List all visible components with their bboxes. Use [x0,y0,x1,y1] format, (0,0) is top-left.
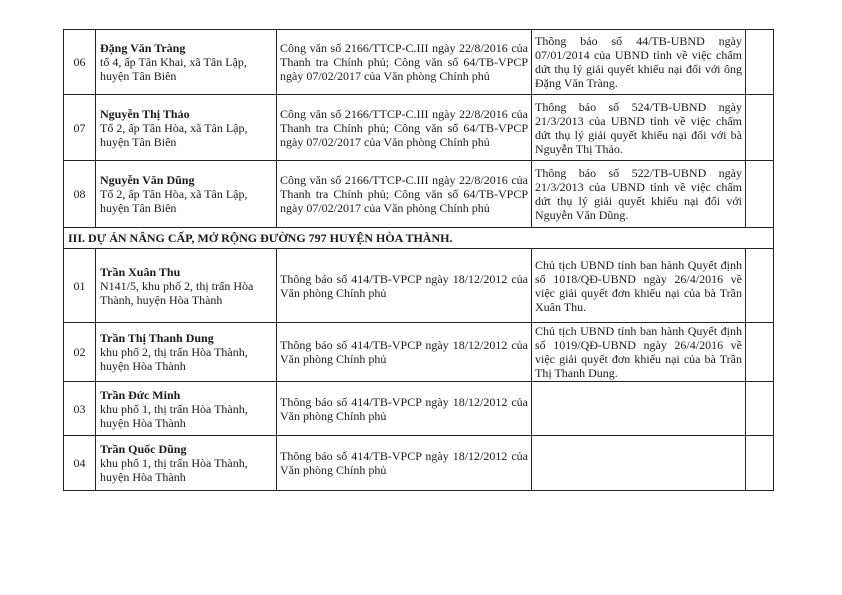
person-name: Trần Đức Minh [100,387,181,402]
person-address: Tổ 2, ấp Tân Hòa, xã Tân Lập, huyện Tân Biên [100,120,248,149]
section-heading-row [64,228,774,249]
table-row [64,249,774,323]
person-name: Trần Quốc Dũng [100,442,187,456]
reference-document: Công văn số 2166/TTCP-C.III ngày 22/8/2016 của Thanh tra Chính phủ; Công văn số 64/TB-VPCP ngày 07/02/2017 của Văn phòng Chính phủ [277,30,532,95]
table-row [64,382,774,436]
resolution-notice: Chủ tịch UBND tỉnh ban hành Quyết định số 1018/QĐ-UBND ngày 26/4/2016 về việc giải quyết đơn khiếu nại của bà Trần Xuân Thu. [532,249,746,323]
person-cell [96,323,277,382]
person-name: Đặng Văn Tràng [100,41,186,55]
resolution-notice: Thông báo số 524/TB-UBND ngày 21/3/2013 của UBND tỉnh về việc chấm dứt thụ lý giải quyết khiếu nại đối với bà Nguyễn Thị Thảo. [532,95,746,161]
section-heading: III. DỰ ÁN NÂNG CẤP, MỞ RỘNG ĐƯỜNG 797 HUYỆN HÒA THÀNH. [64,228,774,249]
resolution-notice: Thông báo số 44/TB-UBND ngày 07/01/2014 của UBND tỉnh về việc chấm dứt thụ lý giải quyết khiếu nại đối với ông Đặng Văn Tràng. [532,30,746,95]
note-cell [746,95,774,161]
row-number: 06 [64,30,96,95]
person-address: N141/5, khu phố 2, thị trấn Hòa Thành, huyện Hòa Thành [100,278,254,307]
note-cell [746,249,774,323]
note-cell [746,30,774,95]
table-row [64,323,774,382]
row-number: 03 [64,382,96,436]
reference-document: Thông báo số 414/TB-VPCP ngày 18/12/2012 của Văn phòng Chính phủ [277,323,532,382]
complaints-table [63,29,774,491]
row-number: 01 [64,249,96,323]
person-cell [96,161,277,228]
person-address: tổ 4, ấp Tân Khai, xã Tân Lập, huyện Tân Biên [100,55,247,83]
reference-document: Công văn số 2166/TTCP-C.III ngày 22/8/2016 của Thanh tra Chính phủ; Công văn số 64/TB-VPCP ngày 07/02/2017 của Văn phòng Chính phủ [277,95,532,161]
reference-document: Thông báo số 414/TB-VPCP ngày 18/12/2012 của Văn phòng Chính phủ [277,249,532,323]
person-address: khu phố 1, thị trấn Hòa Thành, huyện Hòa Thành [100,456,248,484]
person-cell [96,30,277,95]
table-row [64,95,774,161]
person-address: Tổ 2, ấp Tân Hòa, xã Tân Lập, huyện Tân Biên [100,187,248,215]
table-row [64,161,774,228]
row-number: 02 [64,323,96,382]
row-number: 08 [64,161,96,228]
table-row [64,30,774,95]
reference-document: Thông báo số 414/TB-VPCP ngày 18/12/2012 của Văn phòng Chính phủ [277,382,532,436]
row-number: 07 [64,95,96,161]
resolution-notice: Chủ tịch UBND tỉnh ban hành Quyết định số 1019/QĐ-UBND ngày 26/4/2016 về việc giải quyết đơn khiếu nại của bà Trần Thị Thanh Dung. [532,323,746,382]
note-cell [746,161,774,228]
person-name: Trần Thị Thanh Dung [100,331,214,345]
row-number: 04 [64,436,96,491]
person-cell [96,249,277,323]
person-name: Trần Xuân Thu [100,264,181,279]
reference-document: Thông báo số 414/TB-VPCP ngày 18/12/2012 của Văn phòng Chính phủ [277,436,532,491]
person-address: khu phố 2, thị trấn Hòa Thành, huyện Hòa Thành [100,345,248,373]
person-name: Nguyễn Văn Dũng [100,173,195,187]
table-row [64,436,774,491]
person-name: Nguyễn Thị Thảo [100,106,190,121]
reference-document: Công văn số 2166/TTCP-C.III ngày 22/8/2016 của Thanh tra Chính phủ; Công văn số 64/TB-VPCP ngày 07/02/2017 của Văn phòng Chính phủ [277,161,532,228]
note-cell [746,323,774,382]
note-cell [746,436,774,491]
note-cell [746,382,774,436]
person-cell [96,436,277,491]
resolution-notice: Thông báo số 522/TB-UBND ngày 21/3/2013 của UBND tỉnh về việc chấm dứt thụ lý giải quyết khiếu nại đối với Nguyễn Văn Dũng. [532,161,746,228]
person-cell [96,95,277,161]
resolution-notice [532,382,746,436]
person-address: khu phố 1, thị trấn Hòa Thành, huyện Hòa Thành [100,401,248,430]
person-cell [96,382,277,436]
resolution-notice [532,436,746,491]
